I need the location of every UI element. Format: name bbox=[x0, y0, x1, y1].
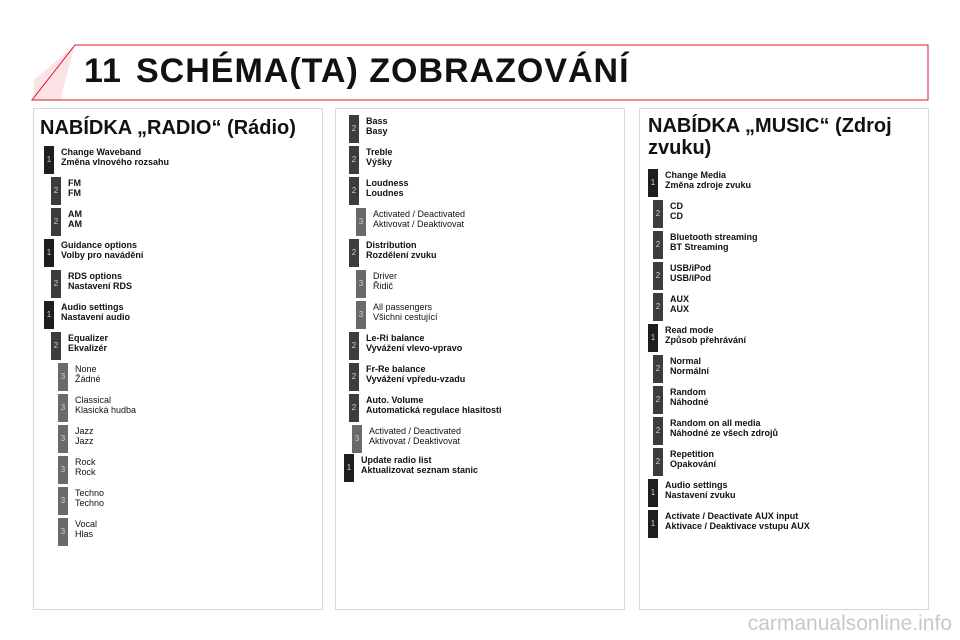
item-label: Bluetooth streaming BT Streaming bbox=[670, 232, 758, 252]
item-label: Audio settings Nastavení zvuku bbox=[665, 480, 736, 500]
level-badge: 2 bbox=[349, 332, 359, 360]
level-badge: 3 bbox=[58, 394, 68, 422]
item-label: Random on all media Náhodné ze všech zdrojů bbox=[670, 418, 779, 438]
level-badge: 2 bbox=[653, 355, 663, 383]
music-menu-panel bbox=[639, 108, 929, 610]
level-badge: 3 bbox=[356, 208, 366, 236]
item-label: Read mode Způsob přehrávání bbox=[665, 325, 747, 345]
item-label: Le-Ri balance Vyvážení vlevo-vpravo bbox=[366, 333, 463, 353]
level-badge: 2 bbox=[653, 293, 663, 321]
item-label: Distribution Rozdělení zvuku bbox=[366, 240, 437, 260]
item-label: Change Media Změna zdroje zvuku bbox=[665, 170, 752, 190]
item-label: Auto. Volume Automatická regulace hlasitosti bbox=[366, 395, 502, 415]
level-badge: 1 bbox=[648, 510, 658, 538]
level-badge: 3 bbox=[58, 425, 68, 453]
item-label: Guidance options Volby pro navádění bbox=[61, 240, 144, 260]
level-badge: 3 bbox=[58, 363, 68, 391]
item-label: FM FM bbox=[68, 178, 81, 198]
item-label: Normal Normální bbox=[670, 356, 710, 376]
chapter-number: 11 bbox=[84, 52, 122, 90]
item-label: Random Náhodné bbox=[670, 387, 709, 407]
item-label: Bass Basy bbox=[366, 116, 388, 136]
level-badge: 3 bbox=[58, 518, 68, 546]
level-badge: 2 bbox=[349, 146, 359, 174]
item-label: Activate / Deactivate AUX input Aktivace / Deaktivace vstupu AUX bbox=[665, 511, 810, 531]
level-badge: 2 bbox=[51, 208, 61, 236]
audio-settings-panel bbox=[335, 108, 625, 610]
item-label: Repetition Opakování bbox=[670, 449, 717, 469]
level-badge: 1 bbox=[648, 169, 658, 197]
level-badge: 2 bbox=[653, 386, 663, 414]
watermark: carmanualsonline.info bbox=[747, 612, 952, 635]
level-badge: 2 bbox=[653, 417, 663, 445]
item-label: Change Waveband Změna vlnového rozsahu bbox=[61, 147, 170, 167]
level-badge: 2 bbox=[349, 394, 359, 422]
item-label: Driver Řidič bbox=[373, 271, 397, 291]
item-label: AUX AUX bbox=[670, 294, 690, 314]
level-badge: 2 bbox=[653, 200, 663, 228]
item-label: Classical Klasická hudba bbox=[75, 395, 137, 415]
level-badge: 2 bbox=[653, 231, 663, 259]
level-badge: 2 bbox=[349, 177, 359, 205]
item-label: Techno Techno bbox=[75, 488, 105, 508]
item-label: Vocal Hlas bbox=[75, 519, 98, 539]
level-badge: 2 bbox=[349, 115, 359, 143]
item-label: Equalizer Ekvalizér bbox=[68, 333, 109, 353]
item-label: Loudness Loudnes bbox=[366, 178, 409, 198]
level-badge: 1 bbox=[648, 479, 658, 507]
level-badge: 1 bbox=[648, 324, 658, 352]
page-title: SCHÉMA(TA) ZOBRAZOVÁNÍ bbox=[136, 52, 630, 90]
level-badge: 2 bbox=[51, 177, 61, 205]
music-menu-title: NABÍDKA „MUSIC“ (Zdroj zvuku) bbox=[648, 115, 892, 159]
item-label: Treble Výšky bbox=[366, 147, 393, 167]
item-label: CD CD bbox=[670, 201, 683, 221]
item-label: Update radio list Aktualizovat seznam stanic bbox=[361, 455, 479, 475]
radio-menu-title: NABÍDKA „RADIO“ (Rádio) bbox=[40, 117, 296, 139]
item-label: Fr-Re balance Vyvážení vpředu-vzadu bbox=[366, 364, 466, 384]
level-badge: 3 bbox=[58, 487, 68, 515]
level-badge: 1 bbox=[344, 454, 354, 482]
item-label: Audio settings Nastavení audio bbox=[61, 302, 131, 322]
level-badge: 1 bbox=[44, 146, 54, 174]
radio-menu-panel bbox=[33, 108, 323, 610]
level-badge: 2 bbox=[653, 262, 663, 290]
item-label: None Žádné bbox=[75, 364, 101, 384]
level-badge: 2 bbox=[653, 448, 663, 476]
level-badge: 1 bbox=[44, 239, 54, 267]
item-label: Jazz Jazz bbox=[75, 426, 94, 446]
item-label: AM AM bbox=[68, 209, 82, 229]
level-badge: 3 bbox=[356, 301, 366, 329]
item-label: USB/iPod USB/iPod bbox=[670, 263, 712, 283]
level-badge: 2 bbox=[51, 270, 61, 298]
level-badge: 2 bbox=[349, 363, 359, 391]
item-label: Rock Rock bbox=[75, 457, 96, 477]
level-badge: 1 bbox=[44, 301, 54, 329]
item-label: All passengers Všichni cestující bbox=[373, 302, 438, 322]
item-label: RDS options Nastavení RDS bbox=[68, 271, 133, 291]
level-badge: 3 bbox=[352, 425, 362, 453]
level-badge: 3 bbox=[356, 270, 366, 298]
item-label: Activated / Deactivated Aktivovat / Deaktivovat bbox=[373, 209, 466, 229]
item-label: Activated / Deactivated Aktivovat / Deaktivovat bbox=[369, 426, 462, 446]
level-badge: 3 bbox=[58, 456, 68, 484]
level-badge: 2 bbox=[51, 332, 61, 360]
level-badge: 2 bbox=[349, 239, 359, 267]
